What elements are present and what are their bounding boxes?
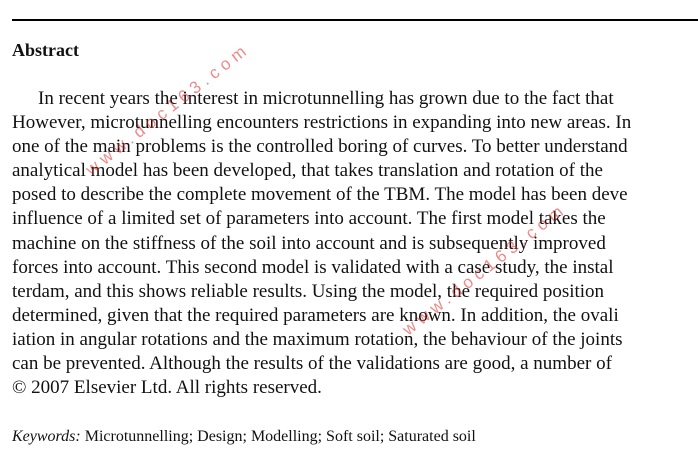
abstract-line: analytical model has been developed, that takes translation and rotation of the [12,160,603,182]
abstract-line: terdam, and this shows reliable results. Using the model, the required position [12,280,605,302]
watermark-text: www.doc163.com [81,38,254,180]
abstract-line: In recent years the interest in microtunnelling has grown due to the fact that [38,88,614,109]
abstract-heading: Abstract [12,40,79,60]
abstract-line: However, microtunnelling encounters restrictions in expanding into new areas. In [12,112,632,134]
abstract-line: one of the main problems is the controlled boring of curves. To better understand [12,136,628,158]
abstract-line: influence of a limited set of parameters into account. The first model takes the [12,208,606,230]
abstract-line: determined, given that the required parameters are known. In addition, the ovali [12,304,619,326]
copyright-line: © 2007 Elsevier Ltd. All rights reserved. [12,377,322,399]
abstract-line: machine on the stiffness of the soil into account and is subsequently improved [12,232,606,254]
abstract-line: iation in angular rotations and the maximum rotation, the behaviour of the joints [12,328,623,350]
abstract-line: forces into account. This second model is validated with a case study, the instal [12,256,614,278]
watermark-text: www.doc163.com [398,198,571,340]
abstract-body [12,87,698,400]
abstract-line: posed to describe the complete movement of the TBM. The model has been deve [12,184,628,206]
abstract-line: can be prevented. Although the results of the validations are good, a number of [12,353,612,375]
keywords-list: Microtunnelling; Design; Modelling; Soft soil; Saturated soil [84,428,476,445]
top-rule [12,19,698,21]
keywords-label: Keywords: [12,428,81,445]
keywords-line [12,426,476,448]
